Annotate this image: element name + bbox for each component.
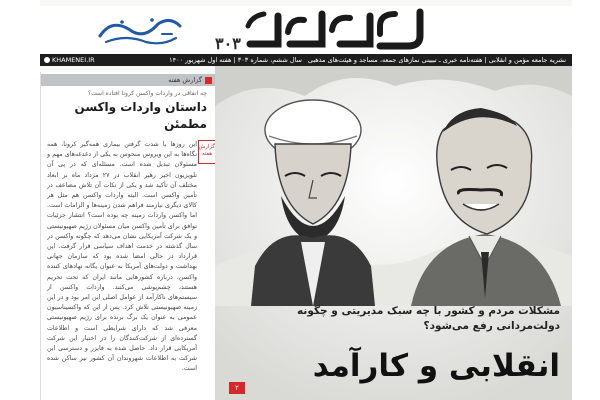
issue-date: سال ششم، شماره ۳۰۳ | هفته اول شهریور ۱۴۰۰ bbox=[169, 56, 302, 64]
section-header bbox=[41, 74, 216, 86]
publication-slogan: نشریه جامعه مؤمن و انقلابی | هفته‌نامه خبری ـ تبیینی نمازهای جمعه، مساجد و هیئت‌های مذهبی bbox=[307, 56, 566, 64]
newspaper-logo bbox=[230, 6, 430, 54]
website-label: KHAMENEI.IR bbox=[52, 56, 95, 64]
globe-icon bbox=[44, 57, 50, 63]
cover-headline[interactable]: انقلابی و کارآمد bbox=[312, 348, 560, 384]
section-label: گزارش هفته bbox=[168, 76, 202, 84]
report-badge: گزارش هفته bbox=[198, 140, 216, 164]
weekly-report-column bbox=[40, 72, 216, 400]
article-body: این روزها با شدت گرفتن بیماری همه‌گیر کرونا، همه نگاه‌ها به این ویروس منحوس به یکی از دغدغه‌های مهم و مسئولان تبدیل شده است. مسئله‌ای که در پی آن تلویزیون اخیر رهبر انقلاب در ۲۷ مرداد ماه بر ابعاد مختلف آن تأکید شد و یکی از نکات آن تلاش مضاعف در تأمین واکسن است. البته واردات واکسن هم مثل هر کالای دیگری نیازمند فراهم شدن زمینه‌ها و الزامات است. اما واکسن واردات زمینه چه بوده است؟ انتشار جزئیات توافق برای تأمین واکسن میان مسئولان رژیم صهیونیستی و یک شرکت آمریکایی نشان می‌دهد که چگونه واکسن در سال گذشته در خدمت اهداف سیاسی قرار گرفت. این قرارداد در حالی امضا شده بود که سازمان جهانی بهداشت و دولت‌های آمریکا به عنوان یگانه نهادهای کننده واکسن، درباره کشورهایی مانند ایران که تحت تحریم هستند، چشم‌پوشی می‌کنند. واردات واکسن از سیستم‌های ناکارآمد از عوامل اصلی این امر بود و در این زمینه صهیونیستی تلاش کرد. پس از این که واکسیناسیون عمومی به عنوان یک برگ برنده برای رژیم صهیونیستی معرفی شد که دارای شرایطی است و اطلاعات گسترده‌ای از شرکت‌کنندگان را در اختیار این شرکت آمریکایی قرار داد. حاصل شده به فایزر و دسترسی این شرکت به اطلاعات شهروندان آن کشور نیز ساکن شده است. bbox=[47, 141, 197, 373]
issue-number: ۳۰۳ bbox=[215, 34, 241, 53]
red-square-icon bbox=[205, 77, 212, 84]
cover-question: مشکلات مردم و کشور با چه سبک مدیریتی و چگونه دولت‌مردانی رفع می‌شود؟ bbox=[297, 305, 560, 332]
website-link[interactable] bbox=[44, 54, 95, 66]
masthead bbox=[40, 6, 572, 54]
cover-illustration bbox=[215, 66, 572, 400]
article-title[interactable]: داستان واردات واکسن مطمئن bbox=[74, 100, 207, 131]
newspaper-page bbox=[40, 0, 572, 400]
article-subtitle: چه اتفاقی در واردات واکسن کرونا افتاده است؟ bbox=[87, 90, 207, 97]
leader-calligraphy-logo bbox=[92, 12, 187, 48]
page-tag: ۲ bbox=[229, 382, 245, 394]
info-strip bbox=[40, 54, 572, 66]
